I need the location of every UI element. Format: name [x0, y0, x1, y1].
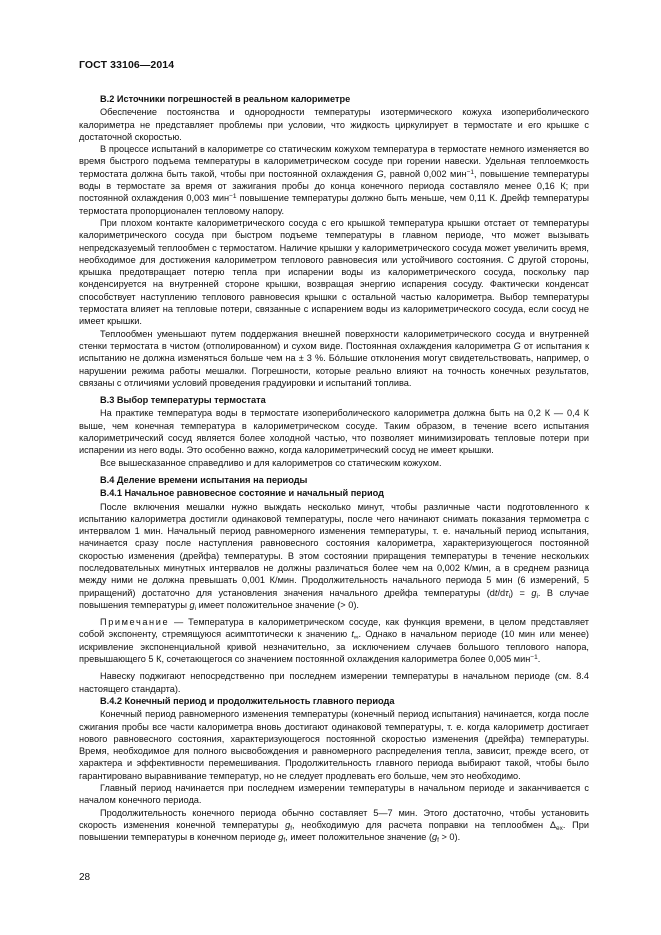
subsection-heading-b4-2: В.4.2 Конечный период и продолжительность главного периода — [100, 695, 395, 706]
paragraph: В процессе испытаний в калориметре со статическим кожухом температура в термостате немного изменяется во время быстрого подъема температуры в калориметрическом сосуде при горении навески. Удельная теплоемкость термостата должна быть такой, чтобы при постоянной охлаждения G, равной 0,002 мин$^{-1}$, повышение температуры воды в термостате за время от зажигания пробы до конца конечного периода составляло менее 0,16 К; при постоянной охлаждения 0,003 мин$^{-1}$ повышение температуры должно быть меньше, чем 0,11 К. Дрейф температуры термостата пропорционален тепловому напору. — [79, 144, 590, 216]
page-number: 28 — [79, 872, 91, 883]
paragraph: Все вышесказанное справедливо и для калориметров со статическим кожухом. — [100, 457, 442, 468]
section-heading-b4: В.4 Деление времени испытания на периоды — [100, 474, 308, 485]
document-body — [79, 93, 589, 844]
paragraph: При плохом контакте калориметрического сосуда с его крышкой температура крышки отстает от температуры калориметрического сосуда при быстром подъеме температуры в главном периоде, что может вызывать непредсказуемый теплообмен с термостатом. Наличие крышки у калориметрического сосуда может увеличить время, необходимое для достижения калориметром теплового равновесия или устойчивого состояния. С другой стороны, крышка предотвращает потерю тепла при испарении воды из калориметрического сосуда, поскольку пар конденсируется на внутренней стороне крышки, возвращая энергию испарения сосуду. Фактически конденсат способствует наступлению теплового равновесия крышки с остальной частью калориметра. Выбор температуры термостата влияет на тепловые потери, связанные с испарением воды из калориметрического сосуда, если сосуд не имеет крышки. — [79, 217, 589, 327]
paragraph: После включения мешалки нужно выждать несколько минут, чтобы различные части подготовленного к испытанию калориметра достигли одинаковой температуры, после чего начинают снимать показания термометра с интервалом 1 мин. Начальный период равномерного изменения температуры, т. е. начальный период испытания, начинается сразу после наступления равновесного состояния калориметра, характеризующегося постоянной скоростью изменения (дрейфа) температуры. В этом состоянии приращения температуры в течение нескольких последовательных минутных интервалов не должны различаться более чем на 0,002 К/мин, а в среднем разница между ними не должна превышать 0,001 К/мин. Продолжительность начального периода 5 мин (6 измерений, 5 приращений) достаточно для установления значения начального дрейфа температуры $(dt/d\tau_i) = g_i$. В случае повышения температуры $g_i$ имеет положительное значение (> 0). — [79, 501, 589, 612]
paragraph: Конечный период равномерного изменения температуры (конечный период испытания) начинается, когда после сжигания пробы все части калориметра вновь достигают одинаковой температуры, т. е. когда калориметр достигает нового равновесного состояния, характеризующегося постоянной скоростью изменения (дрейфа) температуры. Время, необходимое для полного высвобождения и равномерного распределения тепла, зависит, прежде всего, от характера и эффективности перемешивания. Продолжительность главного периода выбирают такой, чтобы было гарантировано выравнивание температур, но не следует продлевать его больше, чем это необходимо. — [79, 709, 589, 781]
paragraph: Теплообмен уменьшают путем поддержания внешней поверхности калориметрического сосуда и внутренней стенки термостата в чистом (отполированном) и сухом виде. Постоянная охлаждения калориметра G от испытания к испытанию не должна изменяться больше чем на ± 3 %. Бóльшие отклонения могут свидетельствовать, например, о нарушении режима работы мешалки. Погрешности, которые реально влияют на точность конечных результатов, связаны с отличиями условий проведения градуировки и испытаний топлива. — [79, 328, 589, 388]
paragraph: Главный период начинается при последнем измерении температуры в начальном периоде и заканчивается с началом конечного периода. — [79, 783, 589, 806]
paragraph: На практике температура воды в термостате изопериболического калориметра должна быть на 0,2 К — 0,4 К выше, чем конечная температура в калориметрическом сосуде. Таким образом, в течение всего испытания калориметрический сосуд является более холодной частью, что позволяет минимизировать тепловые потери при испарении из него воды. Это особенно важно, когда калориметрический сосуд не имеет крышки. — [79, 408, 589, 456]
standard-header: ГОСТ 33106—2014 — [79, 59, 175, 71]
paragraph: Обеспечение постоянства и однородности температуры изотермического кожуха изопериболического калориметра не представляет проблемы при условии, что жидкость циркулирует в термостате и его крышке с достаточной скоростью. — [79, 107, 589, 142]
paragraph: Продолжительность конечного периода обычно составляет 5—7 мин. Этого достаточно, чтобы установить скорость изменения конечной температуры $g_f$, необходимую для расчета поправки на теплообмен $\Delta_{ex}$. При повышении температуры в конечном периоде $g_f$, имеет положительное значение $(g_f > 0)$. — [79, 807, 590, 845]
note-paragraph: Примечание — Температура в калориметрическом сосуде, как функция времени, в целом представляет собой экспоненту, стремящуюся асимптотически к значению $t_\infty$. Однако в начальном периоде (10 мин или менее) искривление экспоненциальной кривой незначительно, за исключением случаев большого теплового напора, превышающего 5 К, сочетающегося со значением постоянной охлаждения калориметра более 0,005 мин$^{-1}$. — [79, 617, 589, 665]
section-heading-b2: В.2 Источники погрешностей в реальном калориметре — [100, 94, 351, 104]
paragraph: Навеску поджигают непосредственно при последнем измерении температуры в начальном периоде (см. 8.4 настоящего стандарта). — [79, 671, 589, 694]
subsection-heading-b4-1: В.4.1 Начальное равновесное состояние и начальный период — [100, 488, 384, 499]
note-label: Примечание — [100, 617, 170, 628]
section-heading-b3: В.3 Выбор температуры термостата — [100, 395, 266, 406]
